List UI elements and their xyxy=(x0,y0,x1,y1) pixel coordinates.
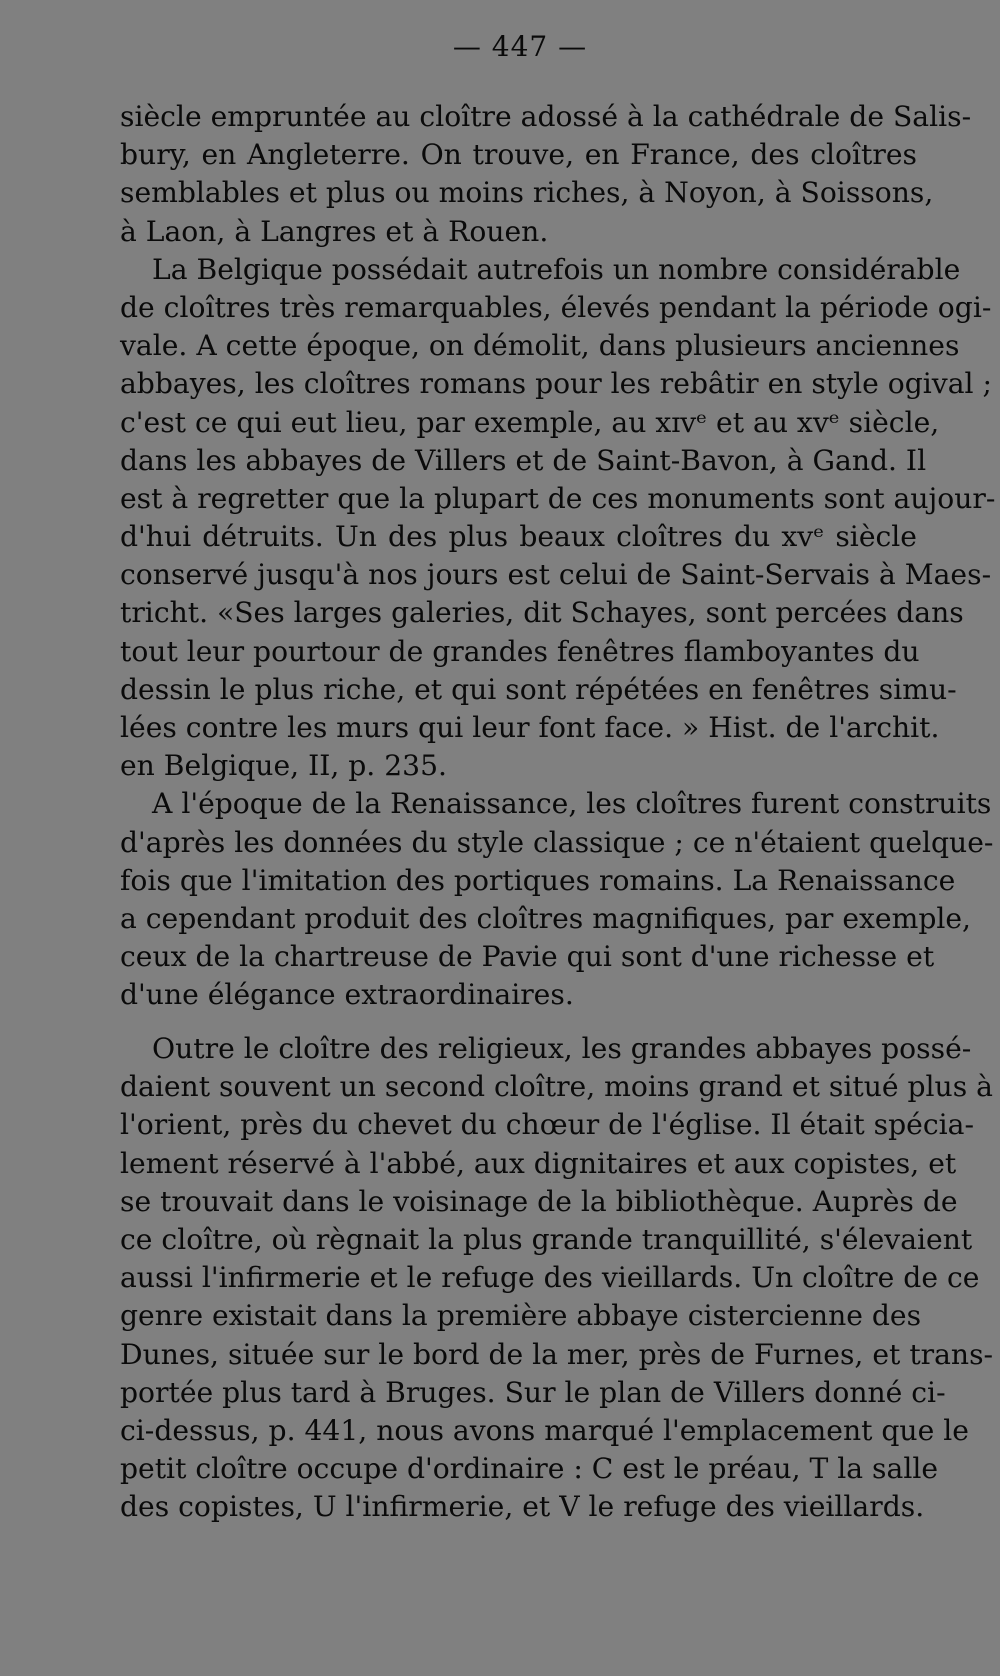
text-line: l'orient, près du chevet du chœur de l'église. Il était spécia- xyxy=(120,1108,974,1142)
text-line: A l'époque de la Renaissance, les cloîtres furent construits xyxy=(152,787,992,821)
text-line: fois que l'imitation des portiques romains. La Renaissance xyxy=(120,863,956,897)
text-line: tricht. «Ses larges galeries, dit Schayes, sont percées dans xyxy=(120,596,964,630)
text-line: en Belgique, II, p. 235. xyxy=(120,749,447,783)
text-line: d'après les données du style classique ; ce n'étaient quelque- xyxy=(120,825,994,859)
text-block-main xyxy=(120,98,996,1015)
text-line: ceux de la chartreuse de Pavie qui sont d'une richesse et xyxy=(120,940,935,974)
text-line: se trouvait dans le voisinage de la bibliothèque. Auprès de xyxy=(120,1184,958,1218)
text-line: d'une élégance extraordinaires. xyxy=(120,978,574,1012)
text-line: genre existait dans la première abbaye cistercienne des xyxy=(120,1299,922,1333)
text-line: portée plus tard à Bruges. Sur le plan de Villers donné ci- xyxy=(120,1375,946,1409)
text-line: bury, en Angleterre. On trouve, en France, des cloîtres xyxy=(120,138,917,172)
text-line: est à regretter que la plupart de ces monuments sont aujour- xyxy=(120,481,996,515)
text-line: d'hui détruits. Un des plus beaux cloîtres du xvᵉ siècle xyxy=(120,520,917,554)
text-line: tout leur pourtour de grandes fenêtres flamboyantes du xyxy=(120,634,920,668)
text-line: conservé jusqu'à nos jours est celui de Saint-Servais à Maes- xyxy=(120,558,992,592)
text-line: ci-dessus, p. 441, nous avons marqué l'emplacement que le xyxy=(120,1413,969,1447)
text-line: dessin le plus riche, et qui sont répétées en fenêtres simu- xyxy=(120,672,957,706)
text-block-secondary xyxy=(120,1030,994,1526)
page-number: — 447 — xyxy=(452,30,588,63)
text-line: de cloîtres très remarquables, élevés pendant la période ogi- xyxy=(120,290,992,324)
text-line: lement réservé à l'abbé, aux dignitaires et aux copistes, et xyxy=(120,1146,957,1180)
text-line: La Belgique possédait autrefois un nombre considérable xyxy=(152,252,961,286)
text-line: des copistes, U l'infirmerie, et V le refuge des vieillards. xyxy=(120,1490,925,1524)
text-line: Dunes, située sur le bord de la mer, près de Furnes, et trans- xyxy=(120,1337,994,1371)
text-line: Outre le cloître des religieux, les grandes abbayes possé- xyxy=(152,1032,972,1065)
text-line: dans les abbayes de Villers et de Saint-Bavon, à Gand. Il xyxy=(120,443,927,477)
text-line: petit cloître occupe d'ordinaire : C est le préau, T la salle xyxy=(120,1452,939,1486)
text-line: c'est ce qui eut lieu, par exemple, au xɪvᵉ et au xvᵉ siècle, xyxy=(120,405,940,439)
text-line: a cependant produit des cloîtres magnifiques, par exemple, xyxy=(120,901,972,935)
text-line: abbayes, les cloîtres romans pour les rebâtir en style ogival ; xyxy=(120,367,992,401)
text-line: daient souvent un second cloître, moins grand et situé plus à xyxy=(120,1070,993,1104)
text-line: à Laon, à Langres et à Rouen. xyxy=(120,214,549,248)
text-line: lées contre les murs qui leur font face. » Hist. de l'archit. xyxy=(120,711,940,744)
text-line: siècle empruntée au cloître adossé à la cathédrale de Salis- xyxy=(120,100,972,133)
text-line: ce cloître, où règnait la plus grande tranquillité, s'élevaient xyxy=(120,1222,973,1256)
text-line: semblables et plus ou moins riches, à Noyon, à Soissons, xyxy=(120,176,934,210)
text-line: aussi l'infirmerie et le refuge des vieillards. Un cloître de ce xyxy=(120,1261,980,1295)
text-line: vale. A cette époque, on démolit, dans plusieurs anciennes xyxy=(120,329,960,363)
